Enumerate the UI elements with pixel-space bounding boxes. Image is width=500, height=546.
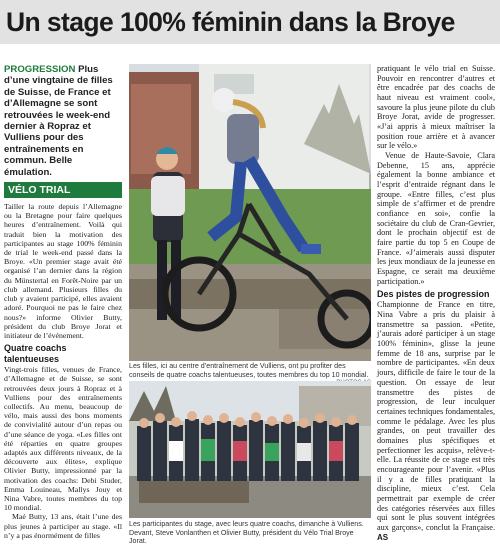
coachs-paragraph: Vingt-trois filles, venues de France, d’Allemagne et de Suisse, se sont retrouvées deux jours à Ropraz et à Vulliens pour des entraînements collectifs. Au menu, beaucoup de vélo, mais aussi des bons moments de convivialité autour d’un repas ou d’une séance de yoga. «Les filles ont été réparties en quatre groupes adaptés aux différents niveaux, de la découverte aux élites», explique Olivier Butty, impressionné par la motivation des coachs: Debi Studer, Emma Louineau, Mallys Jouy et Nina Vabre, toutes membres du top 10 mondial. [4, 365, 122, 513]
photo-training [129, 64, 371, 361]
col3-paragraph-1: pratiquant le vélo trial en Suisse. Pouvoir en rencontrer d’autres et être encadrée par des coachs de haut niveau est vraiment cool», savoure la plus jeune pilote du club Broye Jorat, avide de progresser. «J’ai appris à mieux maîtriser la position roue arrière et à avancer sur le vélo.» [377, 64, 495, 151]
training-scene-image [129, 64, 371, 361]
group-scene-image [129, 381, 371, 518]
rubric-label: VÉLO TRIAL [4, 182, 122, 198]
subhead-pistes: Des pistes de progression [377, 289, 490, 300]
lead-text: Plus d’une vingtaine de filles de Suisse, de France et d’Allemagne se sont retrouvées le week-end dernier à Ropraz et Vulliens pour des entraînements en commun. Belle émulation. [4, 64, 113, 178]
col3-paragraph-3 [377, 300, 495, 542]
author-signature: AS [377, 532, 389, 542]
column-right [377, 64, 495, 542]
col3-paragraph-3-text: Championne de France en titre, Nina Vabre a pris du plaisir à transmettre sa passion. «Petite, j’aurais adoré participer à un stage 100% féminin», glisse la jeune femme de 18 ans, surprise par le nombre de participantes. «En deux jours, difficile de faire le tour de la question. On essaye de leur transmettre des pistes de progression, de leur inculquer certaines techniques fondamentales, comme le pédalage. Avec les plus grandes, on peut travailler des domaines plus spécifiques et perfectionner les acquis», relève-t-elle. La réussite de ce stage est très encourageante pour l’avenir. «Plus il y a de filles pratiquant la discipline, mieux c’est. Cela permettrait par exemple de créer des catégories réservées aux filles qui sont le plus souvent intégrées aux garçons», conclut la Française. [377, 300, 495, 532]
photo-group [129, 381, 371, 518]
intro-paragraph: Tailler la route depuis l’Allemagne ou la Bretagne pour faire quelques heures d’entraînement. Voilà qui traduit bien la motivation des participantes au stage 100% féminin de trial le week-end passé dans la Broye. «Un premier stage avait été organisé l’an dernier dans la région du Münstertal en Forêt-Noire par un club allemand. Plusieurs filles du club y avaient participé, elles avaient adoré. Pourquoi ne pas le faire chez nous?» informe Olivier Butty, président du club Broye Jorat et initiateur de l’événement. [4, 202, 122, 340]
lead-kicker: PROGRESSION [4, 64, 76, 75]
mae-paragraph: Maé Butty, 13 ans, était l’une des plus jeunes à participer au stage. «Il n’y a pas énormément de filles [4, 512, 122, 540]
column-left [4, 64, 122, 540]
subhead-coachs: Quatre coachs talentueuses [4, 343, 67, 365]
caption-training-text: Les filles, ici au centre d’entraînement de Vulliens, ont pu profiter des conseils de quatre coachs talentueuses, toutes membres du top 10 mondial. [129, 362, 369, 379]
col3-paragraph-2: Venue de Haute-Savoie, Clara Debenne, 15 ans, apprécie également la bonne ambiance et l’esprit d’entraide régnant dans le groupe. «Entre filles, c’est plus simple de s’affirmer et de prendre confiance en soi», confie la sociétaire du club de Cran-Gevrier, dont le prochain objectif est de faire partie du top 5 en Coupe de France. «J’aimerais aussi disputer les jeux mondiaux de la jeunesse en Espagne, ce serait ma deuxième participation.» [377, 151, 495, 286]
lead-paragraph [4, 64, 122, 178]
caption-photo-group [129, 520, 371, 546]
caption-group-text: Les participantes du stage, avec leurs quatre coachs, dimanche à Vulliens. Devant, Steve Vonlanthen et Olivier Butty, président du Vélo Trial Broye Jorat. [129, 520, 364, 546]
headline-banner [0, 0, 500, 44]
headline: Un stage 100% féminin dans la Broye [6, 7, 455, 37]
